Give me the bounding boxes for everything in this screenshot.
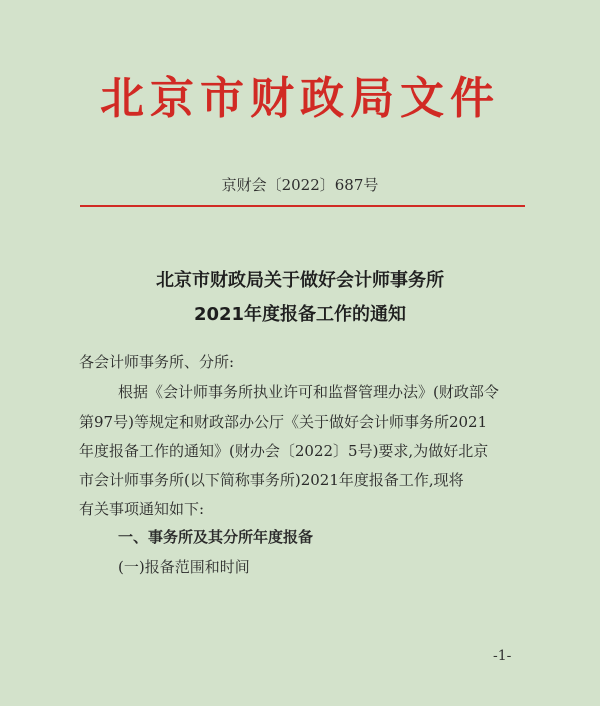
page-number: -1-	[493, 648, 512, 664]
paragraph-line: 有关事项通知如下:	[79, 500, 205, 518]
paragraph-line: 第97号)等规定和财政部办公厅《关于做好会计师事务所2021	[79, 413, 488, 431]
section-heading: 一、事务所及其分所年度报备	[118, 528, 314, 546]
document-title-line-1: 北京市财政局关于做好会计师事务所	[156, 270, 444, 291]
document-number: 京财会〔2022〕687号	[221, 176, 379, 194]
issuer-header: 北京市财政局文件	[100, 73, 500, 124]
red-divider	[80, 205, 525, 207]
salutation: 各会计师事务所、分所:	[79, 353, 235, 371]
subsection-heading: (一)报备范围和时间	[118, 558, 250, 576]
paragraph-line: 根据《会计师事务所执业许可和监督管理办法》(财政部令	[118, 383, 499, 401]
paragraph-line: 年度报备工作的通知》(财办会〔2022〕5号)要求,为做好北京	[79, 442, 489, 460]
paragraph-line: 市会计师事务所(以下简称事务所)2021年度报备工作,现将	[79, 471, 464, 489]
document-title-line-2: 2021年度报备工作的通知	[193, 304, 407, 325]
